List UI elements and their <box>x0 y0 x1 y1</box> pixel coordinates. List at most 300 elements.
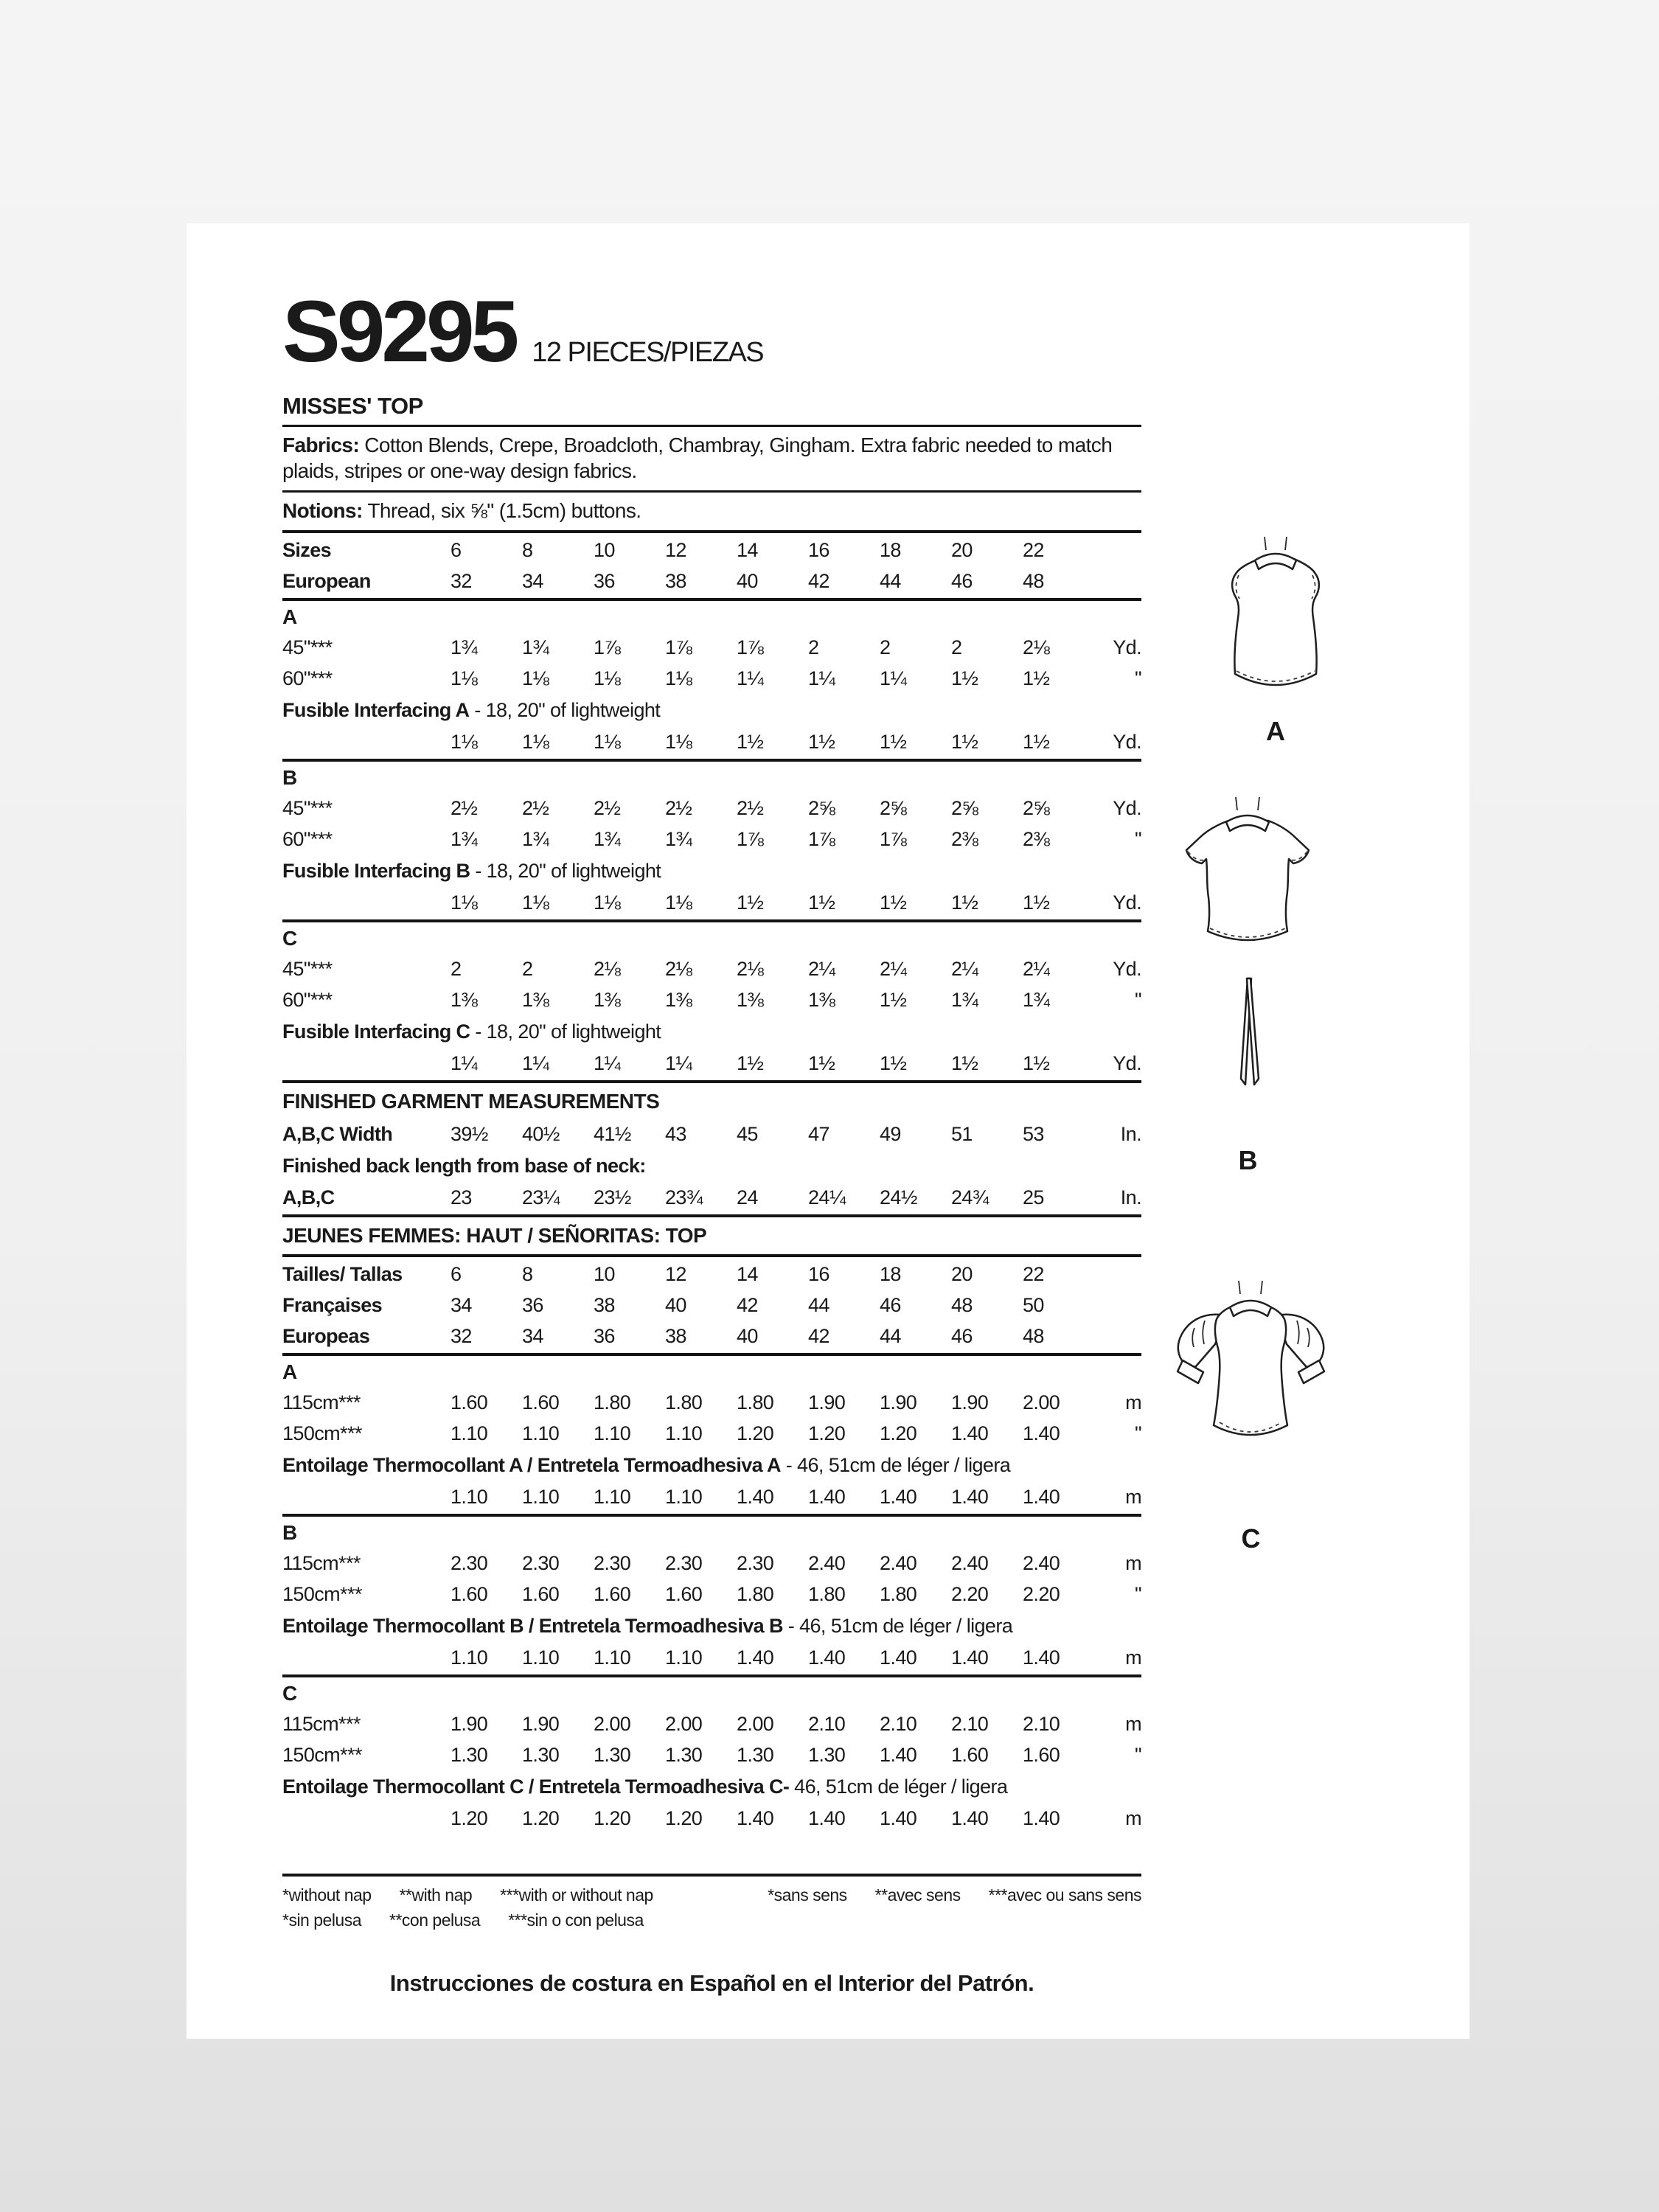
size-value: 2.10 <box>1023 1712 1060 1735</box>
size-value: 1.90 <box>808 1391 846 1413</box>
footnote-french: *sans sens <box>768 1885 847 1905</box>
row-label: A,B,C <box>282 1186 335 1208</box>
size-value: 1¼ <box>594 1051 621 1074</box>
table-note-row <box>282 855 1141 887</box>
table-row <box>282 1387 1141 1418</box>
size-value: 2 <box>951 636 962 658</box>
row-label: A,B,C Width <box>282 1122 393 1145</box>
table-row <box>282 663 1141 694</box>
note-regular-text: - 18, 20" of lightweight <box>469 698 661 721</box>
unit-label: m <box>1125 1646 1141 1669</box>
table-row <box>282 632 1141 663</box>
table-row <box>282 535 1141 566</box>
size-value: 22 <box>1023 538 1044 561</box>
table-note-row <box>282 1449 1141 1481</box>
size-value: 1½ <box>951 730 978 753</box>
view-b-illustration <box>1180 793 1316 949</box>
size-value: 1¼ <box>808 667 835 689</box>
size-value: 1.90 <box>451 1712 488 1735</box>
table-row <box>282 1708 1141 1739</box>
size-value: 39½ <box>451 1122 488 1145</box>
size-value: 1.30 <box>808 1743 846 1766</box>
table-note-row <box>282 1610 1141 1642</box>
table-row <box>282 1182 1141 1213</box>
size-value: 2.30 <box>522 1551 560 1574</box>
tie-sash-illustration <box>1232 977 1267 1089</box>
fabrics-text: Cotton Blends, Crepe, Broadcloth, Chambray, Gingham. Extra fabric needed to match plaids, stripes or one-way design fabrics. <box>282 434 1113 482</box>
size-value: 2.30 <box>594 1551 631 1574</box>
size-value: 12 <box>665 538 686 561</box>
size-value: 1.80 <box>808 1582 846 1605</box>
unit-label: Yd. <box>1113 1051 1141 1074</box>
size-value: 14 <box>737 1262 758 1285</box>
size-value: 18 <box>880 1262 901 1285</box>
size-value: 1½ <box>1023 1051 1050 1074</box>
size-value: 1⅜ <box>737 988 764 1011</box>
size-value: 1¾ <box>451 827 478 850</box>
size-value: 24¾ <box>951 1186 989 1208</box>
size-value: 1.40 <box>951 1422 989 1444</box>
size-value: 14 <box>737 538 758 561</box>
size-value: 2⅝ <box>880 796 907 819</box>
size-value: 1.40 <box>737 1485 774 1508</box>
size-value: 1.20 <box>880 1422 917 1444</box>
size-value: 1.40 <box>1023 1485 1060 1508</box>
size-value: 20 <box>951 1262 973 1285</box>
size-value: 2.40 <box>1023 1551 1060 1574</box>
size-value: 1.40 <box>880 1485 917 1508</box>
table-row <box>282 726 1141 757</box>
table-divider-rule <box>282 598 1141 601</box>
view-b-label: B <box>1238 1145 1258 1175</box>
size-value: 1.20 <box>737 1422 774 1444</box>
sleeveless-top-back-drawing <box>1220 531 1331 697</box>
table-divider-rule <box>282 1514 1141 1517</box>
size-value: 40½ <box>522 1122 560 1145</box>
table-row <box>282 1259 1141 1290</box>
size-value: 1⅛ <box>594 730 621 753</box>
size-value: 1.60 <box>665 1582 703 1605</box>
size-value: 1⅛ <box>522 891 549 914</box>
view-c-label: C <box>1241 1523 1261 1554</box>
size-value: 1.10 <box>665 1646 703 1669</box>
size-value: 1.40 <box>737 1806 774 1829</box>
size-value: 1.20 <box>522 1806 560 1829</box>
unit-label: Yd. <box>1113 636 1141 658</box>
row-label: Sizes <box>282 538 332 561</box>
notions-line <box>282 493 1141 533</box>
size-value: 44 <box>880 569 901 592</box>
size-value: 1.60 <box>1023 1743 1060 1766</box>
title-row <box>282 283 1141 380</box>
size-value: 2.00 <box>737 1712 774 1735</box>
table-divider-rule <box>282 759 1141 762</box>
size-value: 18 <box>880 538 901 561</box>
note-regular-text: 46, 51cm de léger / ligera <box>789 1775 1008 1798</box>
size-value: 2⅛ <box>665 957 692 980</box>
size-value: 1.10 <box>594 1485 631 1508</box>
size-value: 51 <box>951 1122 973 1145</box>
size-value: 2½ <box>737 796 764 819</box>
size-value: 23 <box>451 1186 472 1208</box>
size-value: 1.90 <box>951 1391 989 1413</box>
size-value: 1.10 <box>522 1646 560 1669</box>
table-row <box>282 1119 1141 1150</box>
size-value: 1⅛ <box>594 667 621 689</box>
size-value: 2.40 <box>808 1551 846 1574</box>
size-value: 45 <box>737 1122 758 1145</box>
footnote-english: **with nap <box>399 1885 473 1905</box>
size-value: 6 <box>451 1262 462 1285</box>
size-value: 1½ <box>880 1051 907 1074</box>
view-section-label: A <box>282 1360 297 1383</box>
size-value: 34 <box>522 569 543 592</box>
note-regular-text: - 18, 20" of lightweight <box>470 1020 661 1043</box>
table-row <box>282 1048 1141 1079</box>
table-note-row <box>282 1150 1141 1182</box>
size-value: 1.90 <box>522 1712 560 1735</box>
pattern-envelope-back <box>187 223 1470 2039</box>
row-label: 150cm*** <box>282 1422 362 1444</box>
size-value: 2.00 <box>665 1712 703 1735</box>
size-value: 10 <box>594 1262 615 1285</box>
view-section-label: A <box>282 605 297 628</box>
size-value: 41½ <box>594 1122 631 1145</box>
size-value: 1.40 <box>951 1646 989 1669</box>
unit-label: " <box>1135 667 1141 689</box>
size-value: 24¼ <box>808 1186 846 1208</box>
size-value: 23¼ <box>522 1186 560 1208</box>
size-value: 24½ <box>880 1186 917 1208</box>
size-value: 1.20 <box>594 1806 631 1829</box>
table-row <box>282 1321 1141 1352</box>
size-value: 1¼ <box>737 667 764 689</box>
size-value: 1.20 <box>808 1422 846 1444</box>
size-value: 2½ <box>665 796 692 819</box>
size-value: 1½ <box>880 988 907 1011</box>
size-value: 1½ <box>951 667 978 689</box>
size-value: 38 <box>594 1293 615 1316</box>
unit-label: " <box>1135 1743 1141 1766</box>
size-value: 2⅝ <box>808 796 835 819</box>
note-bold-text: Fusible Interfacing B <box>282 859 470 882</box>
size-value: 1.40 <box>1023 1422 1060 1444</box>
size-value: 2¼ <box>1023 957 1050 980</box>
size-value: 1.10 <box>594 1646 631 1669</box>
size-value: 1.10 <box>451 1422 488 1444</box>
unit-label: In. <box>1120 1122 1141 1145</box>
view-section-label: C <box>282 927 297 950</box>
size-value: 53 <box>1023 1122 1044 1145</box>
size-value: 2.30 <box>451 1551 488 1574</box>
pieces-count: 12 PIECES/PIEZAS <box>532 337 764 368</box>
size-value: 1.40 <box>880 1806 917 1829</box>
size-value: 20 <box>951 538 973 561</box>
size-value: 1½ <box>1023 667 1050 689</box>
size-value: 1.90 <box>880 1391 917 1413</box>
puff-sleeve-top-back-drawing <box>1172 1273 1329 1453</box>
size-value: 1⅜ <box>594 988 621 1011</box>
row-label: 45"*** <box>282 796 333 819</box>
table-row <box>282 824 1141 855</box>
size-value: 2⅛ <box>737 957 764 980</box>
unit-label: m <box>1125 1485 1141 1508</box>
row-label: 115cm*** <box>282 1712 361 1735</box>
row-label: 60"*** <box>282 827 333 850</box>
view-a-label: A <box>1266 716 1285 746</box>
size-value: 2.30 <box>665 1551 703 1574</box>
size-value: 48 <box>1023 569 1044 592</box>
size-value: 2½ <box>451 796 478 819</box>
size-value: 2⅝ <box>951 796 978 819</box>
size-value: 1⅛ <box>451 730 478 753</box>
size-value: 1½ <box>880 891 907 914</box>
table-row <box>282 566 1141 597</box>
size-value: 1⅛ <box>451 667 478 689</box>
size-value: 1½ <box>808 1051 835 1074</box>
row-label: 45"*** <box>282 957 333 980</box>
size-value: 1.40 <box>808 1646 846 1669</box>
size-value: 1⅜ <box>808 988 835 1011</box>
cap-sleeve-top-back-drawing <box>1180 793 1316 949</box>
table-row <box>282 887 1141 918</box>
size-value: 2.40 <box>951 1551 989 1574</box>
unit-label: m <box>1125 1806 1141 1829</box>
footnote-french: **avec sens <box>874 1885 961 1905</box>
size-value: 1.40 <box>808 1485 846 1508</box>
size-value: 48 <box>951 1293 973 1316</box>
size-value: 1.80 <box>737 1582 774 1605</box>
size-value: 2 <box>808 636 819 658</box>
unit-label: " <box>1135 988 1141 1011</box>
size-value: 1½ <box>737 730 764 753</box>
size-value: 1.10 <box>665 1422 703 1444</box>
unit-label: " <box>1135 1422 1141 1444</box>
footnotes-french <box>768 1885 1141 1905</box>
size-value: 23½ <box>594 1186 631 1208</box>
size-value: 1.80 <box>665 1391 703 1413</box>
footnote-english: ***with or without nap <box>500 1885 653 1905</box>
row-label: Europeas <box>282 1324 370 1347</box>
table-row <box>282 1290 1141 1321</box>
size-value: 36 <box>594 1324 615 1347</box>
size-value: 2.40 <box>880 1551 917 1574</box>
size-value: 6 <box>451 538 462 561</box>
size-value: 49 <box>880 1122 901 1145</box>
size-value: 46 <box>951 569 973 592</box>
size-value: 40 <box>737 569 758 592</box>
row-label: 45"*** <box>282 636 333 658</box>
size-value: 2.20 <box>1023 1582 1060 1605</box>
size-value: 1½ <box>951 1051 978 1074</box>
size-value: 44 <box>880 1324 901 1347</box>
tie-sash-drawing <box>1232 977 1267 1089</box>
size-value: 1⅛ <box>522 667 549 689</box>
table-row <box>282 1803 1141 1834</box>
size-value: 1¼ <box>522 1051 549 1074</box>
size-value: 8 <box>522 1262 533 1285</box>
size-value: 1.10 <box>522 1485 560 1508</box>
size-value: 34 <box>451 1293 472 1316</box>
size-value: 48 <box>1023 1324 1044 1347</box>
size-value: 1.10 <box>665 1485 703 1508</box>
size-value: 1.60 <box>522 1391 560 1413</box>
size-value: 1⅜ <box>522 988 549 1011</box>
unit-label: m <box>1125 1712 1141 1735</box>
size-value: 2.00 <box>1023 1391 1060 1413</box>
pattern-number: S9295 <box>282 283 516 380</box>
size-value: 2⅜ <box>951 827 978 850</box>
note-bold-text: Entoilage Thermocollant A / Entretela Termoadhesiva A <box>282 1453 781 1476</box>
note-regular-text: - 46, 51cm de léger / ligera <box>782 1614 1013 1637</box>
size-value: 1.10 <box>451 1646 488 1669</box>
row-label: 150cm*** <box>282 1582 362 1605</box>
size-value: 1¼ <box>880 667 907 689</box>
size-value: 1⅞ <box>808 827 835 850</box>
size-value: 1½ <box>737 1051 764 1074</box>
size-value: 46 <box>880 1293 901 1316</box>
row-label: Tailles/ Tallas <box>282 1262 403 1285</box>
note-bold-text: Entoilage Thermocollant B / Entretela Termoadhesiva B <box>282 1614 783 1637</box>
unit-label: Yd. <box>1113 730 1141 753</box>
size-value: 1.40 <box>880 1743 917 1766</box>
size-value: 2 <box>451 957 462 980</box>
size-value: 1⅞ <box>880 827 907 850</box>
size-value: 1.60 <box>594 1582 631 1605</box>
size-value: 32 <box>451 569 472 592</box>
size-value: 43 <box>665 1122 686 1145</box>
table-row <box>282 1642 1141 1673</box>
size-value: 1.30 <box>451 1743 488 1766</box>
size-value: 38 <box>665 1324 686 1347</box>
size-value: 1½ <box>880 730 907 753</box>
size-value: 1.40 <box>1023 1806 1060 1829</box>
size-value: 1.40 <box>1023 1646 1060 1669</box>
envelope-text-column <box>282 283 1141 1997</box>
footnote-line-1 <box>282 1885 1141 1905</box>
note-regular-text: - 18, 20" of lightweight <box>470 859 661 882</box>
size-value: 2¼ <box>951 957 978 980</box>
table-row <box>282 1418 1141 1449</box>
size-value: 1.40 <box>951 1485 989 1508</box>
row-label: 60"*** <box>282 667 333 689</box>
size-value: 2⅛ <box>1023 636 1050 658</box>
size-value: 1.40 <box>880 1646 917 1669</box>
table-divider-rule <box>282 919 1141 922</box>
size-value: 22 <box>1023 1262 1044 1285</box>
footnotes-english <box>282 1885 653 1905</box>
table-note-row <box>282 1770 1141 1803</box>
view-a-illustration <box>1220 531 1331 747</box>
size-value: 1¾ <box>1023 988 1050 1011</box>
size-value: 1.20 <box>451 1806 488 1829</box>
footnote-english: *without nap <box>282 1885 372 1905</box>
unit-label: Yd. <box>1113 796 1141 819</box>
table-row <box>282 1481 1141 1512</box>
size-value: 1½ <box>951 891 978 914</box>
size-value: 47 <box>808 1122 830 1145</box>
size-value: 1.40 <box>951 1806 989 1829</box>
note-bold-text: Entoilage Thermocollant C / Entretela Termoadhesiva C- <box>282 1775 790 1798</box>
size-value: 1⅛ <box>522 730 549 753</box>
footnote-spanish: *sin pelusa <box>282 1910 362 1930</box>
size-value: 1⅛ <box>665 730 692 753</box>
size-value: 1.10 <box>522 1422 560 1444</box>
row-label: Françaises <box>282 1293 383 1316</box>
footnote-spanish: ***sin o con pelusa <box>508 1910 644 1930</box>
note-regular-text: - 46, 51cm de léger / ligera <box>780 1453 1011 1476</box>
size-value: 1.60 <box>451 1582 488 1605</box>
size-value: 46 <box>951 1324 973 1347</box>
footnote-french: ***avec ou sans sens <box>988 1885 1141 1905</box>
size-value: 1¼ <box>665 1051 692 1074</box>
size-value: 44 <box>808 1293 830 1316</box>
size-value: 42 <box>808 569 830 592</box>
fabrics-label: Fabrics: <box>282 434 360 456</box>
size-value: 1.30 <box>522 1743 560 1766</box>
table-row <box>282 953 1141 984</box>
size-value: 2 <box>522 957 533 980</box>
view-section-label: B <box>282 766 297 789</box>
row-label: 115cm*** <box>282 1551 361 1574</box>
size-value: 38 <box>665 569 686 592</box>
row-label: 60"*** <box>282 988 333 1011</box>
size-value: 1.30 <box>737 1743 774 1766</box>
table-divider-rule <box>282 1080 1141 1083</box>
size-value: 1¾ <box>522 827 549 850</box>
size-value: 1¾ <box>951 988 978 1011</box>
footnotes <box>282 1874 1141 1930</box>
size-value: 1.20 <box>665 1806 703 1829</box>
size-value: 50 <box>1023 1293 1044 1316</box>
view-c-illustration <box>1172 1273 1329 1554</box>
spanish-instructions-note: Instrucciones de costura en Español en el Interior del Patrón. <box>389 1970 1034 1996</box>
size-value: 1⅛ <box>665 891 692 914</box>
size-value: 2.30 <box>737 1551 774 1574</box>
unit-label: " <box>1135 1582 1141 1605</box>
size-value: 1⅞ <box>594 636 621 658</box>
unit-label: m <box>1125 1551 1141 1574</box>
size-value: 1¾ <box>665 827 692 850</box>
size-value: 1.60 <box>451 1391 488 1413</box>
fabrics-line <box>282 427 1141 493</box>
size-value: 1.40 <box>808 1806 846 1829</box>
size-value: 2¼ <box>808 957 835 980</box>
table-section-header: FINISHED GARMENT MEASUREMENTS <box>282 1090 660 1113</box>
footnotes-spanish <box>282 1910 644 1930</box>
size-value: 2 <box>880 636 891 658</box>
table-note-row <box>282 1015 1141 1048</box>
yardage-table <box>282 535 1141 1834</box>
size-value: 1.80 <box>737 1391 774 1413</box>
size-value: 2.10 <box>880 1712 917 1735</box>
size-value: 12 <box>665 1262 686 1285</box>
size-value: 1.40 <box>737 1646 774 1669</box>
size-value: 1⅛ <box>451 891 478 914</box>
size-value: 40 <box>737 1324 758 1347</box>
view-section-label: B <box>282 1521 297 1544</box>
table-row <box>282 1739 1141 1770</box>
size-value: 1.80 <box>880 1582 917 1605</box>
unit-label: Yd. <box>1113 957 1141 980</box>
note-bold-text: Fusible Interfacing C <box>282 1020 470 1043</box>
size-value: 1½ <box>1023 730 1050 753</box>
view-section-label: C <box>282 1682 297 1705</box>
size-value: 8 <box>522 538 533 561</box>
table-section-header: JEUNES FEMMES: HAUT / SEÑORITAS: TOP <box>282 1224 707 1247</box>
size-value: 25 <box>1023 1186 1044 1208</box>
note-bold-text: Finished back length from base of neck: <box>282 1154 646 1177</box>
